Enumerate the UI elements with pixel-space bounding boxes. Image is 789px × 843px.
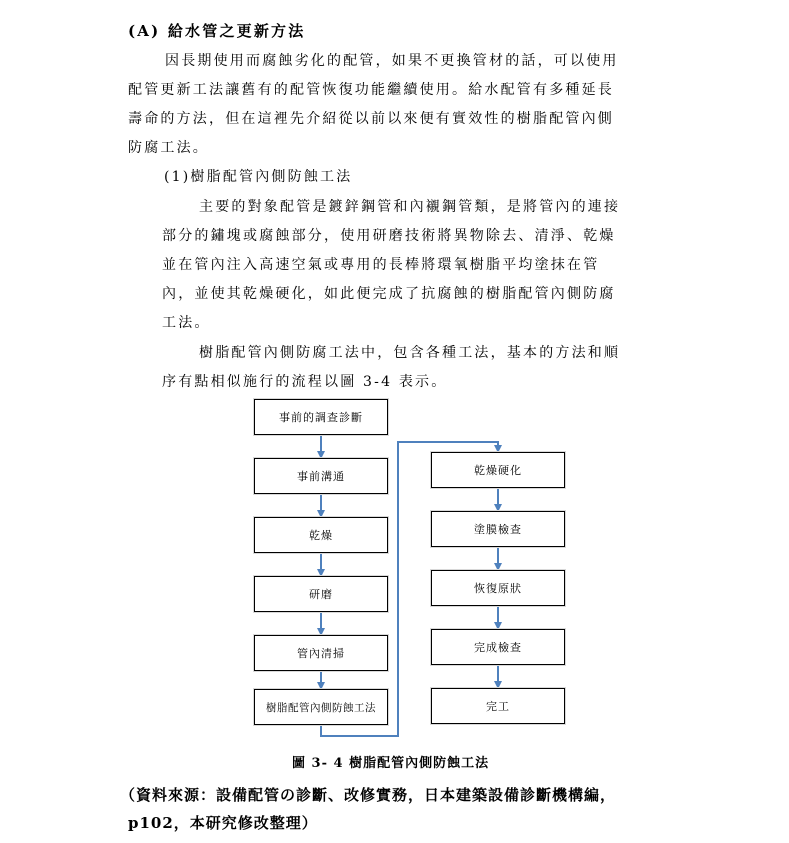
figure-caption: 圖 3- 4 樹脂配管內側防蝕工法 — [292, 756, 490, 771]
source-line-2: p102，本研究修改整理） — [128, 814, 318, 832]
flow-step-drying: 乾燥 — [254, 517, 388, 553]
paragraph1-line-1: 因長期使用而腐蝕劣化的配管，如果不更換管材的話，可以使用 — [165, 53, 619, 69]
paragraph3-line-1: 樹脂配管內側防腐工法中，包含各種工法，基本的方法和順 — [199, 345, 621, 361]
source-line-1: （資料來源：設備配管の診斷、改修實務，日本建築設備診斷機構編， — [120, 786, 617, 804]
section-heading: (A) 給水管之更新方法 — [128, 22, 306, 40]
flow-step-pipe-cleaning: 管內清掃 — [254, 635, 388, 671]
paragraph2-line-4: 內，並使其乾燥硬化，如此便完成了抗腐蝕的樹脂配管內側防腐 — [162, 286, 616, 302]
paragraph1-line-3: 壽命的方法，但在這裡先介紹從以前以來便有實效性的樹脂配管內側 — [128, 111, 614, 127]
paragraph2-line-3: 並在管內注入高速空氣或專用的長棒將環氧樹脂平均塗抹在管 — [162, 257, 600, 273]
flow-step-dry-hardening: 乾燥硬化 — [431, 452, 565, 488]
flow-step-finished: 完工 — [431, 688, 565, 724]
flow-step-pre-communication: 事前溝通 — [254, 458, 388, 494]
flow-step-coating-inspection: 塗膜檢查 — [431, 511, 565, 547]
flow-step-grinding: 研磨 — [254, 576, 388, 612]
flow-step-completion-inspection: 完成檢查 — [431, 629, 565, 665]
paragraph2-line-2: 部分的鏽塊或腐蝕部分，使用研磨技術將異物除去、清淨、乾燥 — [162, 228, 616, 244]
flow-step-restoration: 恢復原狀 — [431, 570, 565, 606]
flow-step-resin-lining: 樹脂配管內側防蝕工法 — [254, 689, 388, 725]
flow-step-survey: 事前的調查診斷 — [254, 399, 388, 435]
paragraph1-line-4: 防腐工法。 — [128, 140, 209, 156]
subheading: (1)樹脂配管內側防蝕工法 — [164, 169, 353, 185]
paragraph1-line-2: 配管更新工法讓舊有的配管恢復功能繼續使用。給水配管有多種延長 — [128, 82, 614, 98]
paragraph2-line-5: 工法。 — [162, 315, 211, 331]
paragraph2-line-1: 主要的對象配管是鍍鋅鋼管和內襯鋼管類，是將管內的連接 — [199, 199, 621, 215]
paragraph3-line-2: 序有點相似施行的流程以圖 3-4 表示。 — [162, 374, 448, 390]
